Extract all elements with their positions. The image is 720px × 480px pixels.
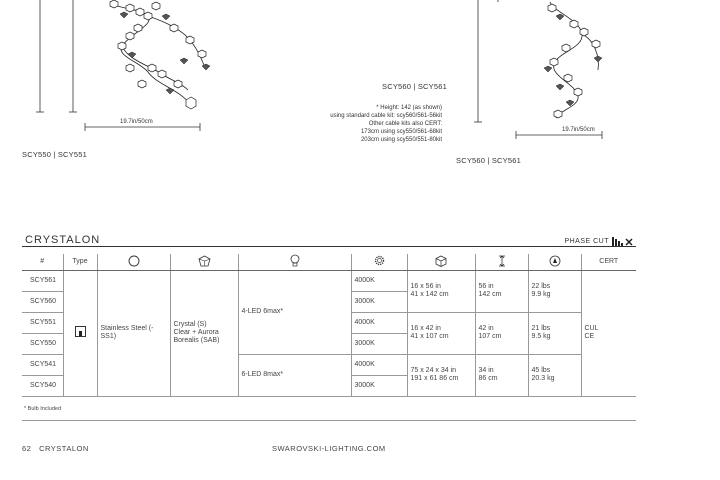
cable-kit-note [300, 104, 442, 144]
sku-cell: SCY551 [22, 312, 63, 333]
dimension-label-left: 19.7in/50cm [120, 119, 153, 125]
weight-cell [528, 354, 581, 396]
dimension-line: 16 x 56 in [410, 283, 441, 290]
header-lamp [238, 254, 351, 270]
sku-cell: SCY550 [22, 333, 63, 354]
color-temp-cell: 3000K [351, 333, 407, 354]
weight-cell [528, 270, 581, 312]
crystal-line: Clear + Aurora [173, 329, 219, 336]
header-type: Type [63, 254, 97, 270]
color-temp-cell: 3000K [351, 375, 407, 396]
footer-url[interactable]: SWAROVSKI-LIGHTING.COM [272, 444, 386, 453]
height-line: 34 in [478, 367, 494, 374]
dimensions-cell [407, 354, 475, 396]
weight-line: 45 lbs [531, 367, 551, 374]
color-temp-cell: 4000K [351, 354, 407, 375]
dimension-line: 41 x 107 cm [410, 333, 449, 340]
note-line: using standard cable kit: scy560/561-56kit [330, 113, 442, 119]
cert-line: CE [584, 333, 595, 340]
weight-line: 22 lbs [531, 283, 551, 290]
note-line: * Height: 142 (as shown) [376, 105, 442, 111]
cert-line: CUL [584, 325, 599, 332]
figure-caption-middle: SCY560 | SCY561 [382, 82, 447, 91]
height-line: 56 in [478, 283, 494, 290]
dimension-line: 41 x 142 cm [410, 291, 449, 298]
height-cell [475, 270, 528, 312]
header-crystal [170, 254, 238, 270]
weight-icon [549, 255, 561, 267]
lamp-cell: 6-LED 8max* [238, 354, 351, 396]
height-line: 107 cm [478, 333, 502, 340]
pendant-type-icon [75, 326, 86, 337]
crystal-icon [198, 255, 211, 267]
note-line: 203cm using scy550/551-80kit [360, 137, 442, 143]
finish-circle-icon [128, 255, 140, 267]
height-cell [475, 312, 528, 354]
dimensions-cell [407, 312, 475, 354]
weight-line: 9.9 kg [531, 291, 551, 298]
color-temp-cell: 3000K [351, 291, 407, 312]
crystal-line: Crystal (S) [173, 321, 207, 328]
bulb-icon [290, 254, 300, 267]
cert-cell [581, 270, 636, 396]
sku-cell: SCY540 [22, 375, 63, 396]
header-color-temp [351, 254, 407, 270]
header-weight [528, 254, 581, 270]
table-row [22, 270, 636, 291]
section-divider [22, 246, 636, 247]
dimension-line: 191 x 61 86 cm [410, 375, 459, 382]
header-height [475, 254, 528, 270]
header-finish [97, 254, 170, 270]
table-header-row [22, 254, 636, 270]
section-title: CRYSTALON [25, 234, 101, 246]
bottom-divider [22, 420, 636, 421]
phase-cut-label: PHASE CUT [564, 238, 609, 245]
figure-caption-right: SCY560 | SCY561 [456, 156, 521, 165]
color-temp-cell: 4000K [351, 270, 407, 291]
lamp-cell: 4-LED 6max* [238, 270, 351, 354]
height-line: 86 cm [478, 375, 498, 382]
weight-line: 9.5 kg [531, 333, 551, 340]
note-line: 173cm using scy550/561-68kit [360, 129, 442, 135]
type-cell [63, 270, 97, 396]
figure-caption-left: SCY550 | SCY551 [22, 150, 87, 159]
phase-cut-icon [612, 237, 634, 246]
sku-cell: SCY541 [22, 354, 63, 375]
sku-cell: SCY561 [22, 270, 63, 291]
footnote: * Bulb Included [24, 406, 61, 412]
spec-table [22, 254, 636, 397]
sku-cell: SCY560 [22, 291, 63, 312]
chandelier-drawing-right [470, 0, 620, 140]
footer-section: CRYSTALON [39, 444, 89, 453]
weight-line: 21 lbs [531, 325, 551, 332]
header-cert: CERT [581, 254, 636, 270]
color-temp-cell: 4000K [351, 312, 407, 333]
height-cell [475, 354, 528, 396]
dimension-line: 75 x 24 x 34 in [410, 367, 457, 374]
dimensions-cell [407, 270, 475, 312]
height-line: 42 in [478, 325, 494, 332]
footer-page-info [22, 444, 89, 453]
chandelier-drawing-left [30, 0, 230, 135]
height-icon [498, 255, 506, 267]
height-line: 142 cm [478, 291, 502, 298]
finish-cell: Stainless Steel (-SS1) [97, 270, 170, 396]
crystal-cell [170, 270, 238, 396]
weight-cell [528, 312, 581, 354]
dimensions-cube-icon [435, 255, 447, 267]
header-dimensions [407, 254, 475, 270]
crystal-line: Borealis (SAB) [173, 337, 220, 344]
page-number: 62 [22, 444, 32, 453]
note-line: Other cable kits also CERT: [368, 121, 442, 127]
dimension-line: 16 x 42 in [410, 325, 441, 332]
header-number: # [22, 254, 63, 270]
dimension-label-right: 19.7in/50cm [562, 127, 595, 133]
phase-cut-indicator [564, 237, 634, 246]
color-temp-icon [373, 254, 386, 267]
weight-line: 20.3 kg [531, 375, 555, 382]
